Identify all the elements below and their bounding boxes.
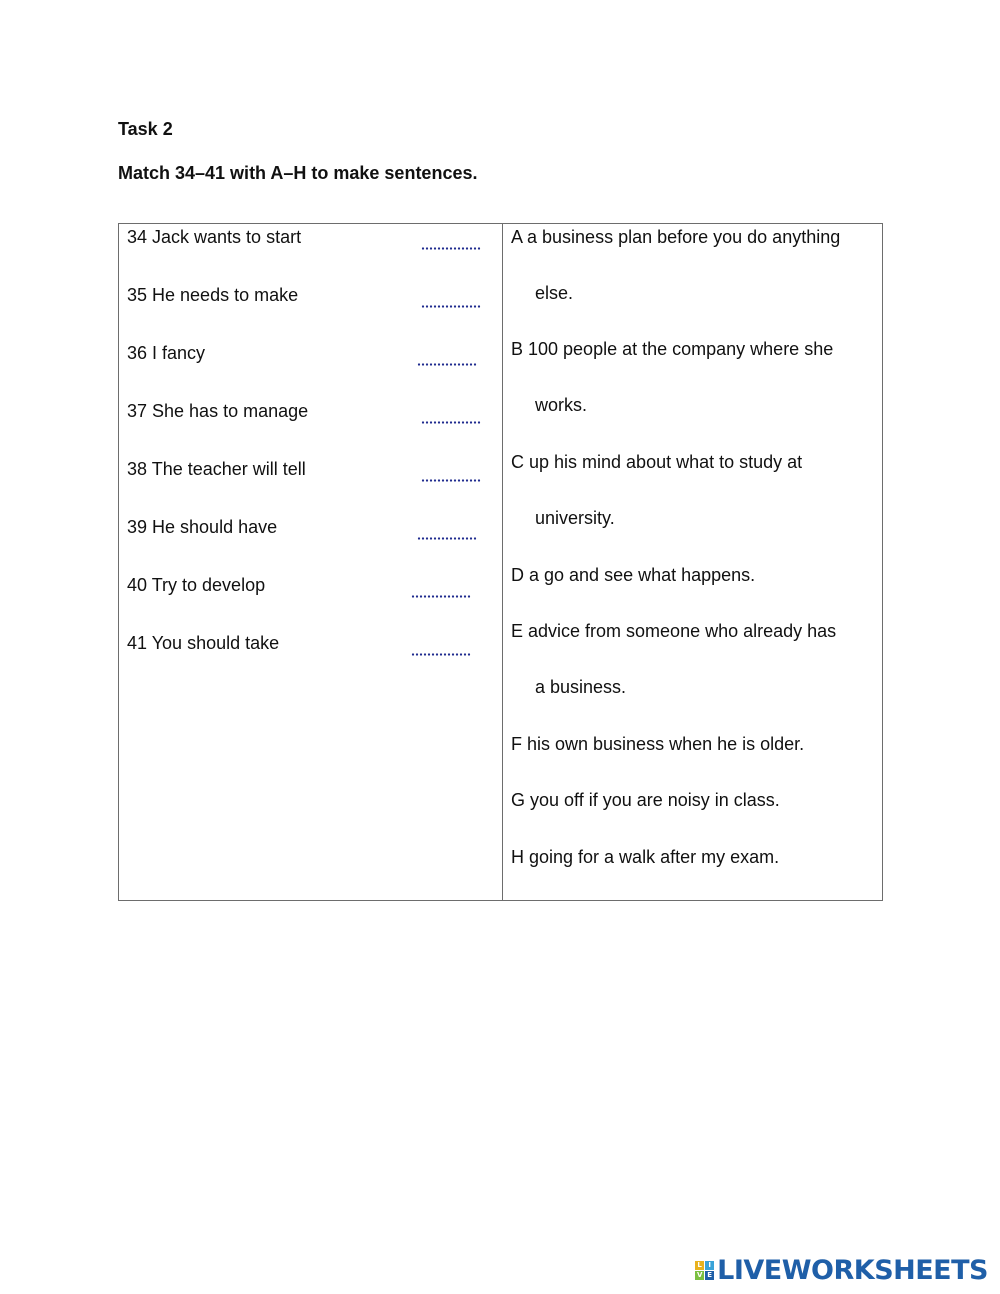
stem-38: 38 The teacher will tell bbox=[127, 459, 306, 479]
answer-blank-41[interactable] bbox=[411, 636, 471, 656]
answer-blank-39[interactable] bbox=[417, 520, 477, 540]
dotted-line bbox=[421, 247, 481, 250]
answer-blank-36[interactable] bbox=[417, 346, 477, 366]
stem-37: 37 She has to manage bbox=[127, 401, 309, 421]
stem-39: 39 He should have bbox=[127, 517, 278, 537]
dotted-line bbox=[417, 537, 477, 540]
option-f bbox=[511, 732, 804, 756]
matching-table bbox=[118, 223, 883, 901]
logo-mark-v: V bbox=[696, 1271, 703, 1279]
option-g bbox=[511, 788, 780, 812]
task-title: Task 2 bbox=[118, 119, 173, 139]
option-e-line1: E advice from someone who already has bbox=[511, 621, 837, 641]
stem-40: 40 Try to develop bbox=[127, 575, 266, 595]
stem-35: 35 He needs to make bbox=[127, 285, 299, 305]
option-b bbox=[511, 337, 834, 415]
option-d bbox=[511, 563, 755, 587]
option-a-line1: A a business plan before you do anything bbox=[511, 227, 841, 247]
dotted-line bbox=[411, 653, 471, 656]
option-a bbox=[511, 225, 841, 303]
stem-41: 41 You should take bbox=[127, 633, 280, 653]
dotted-line bbox=[421, 421, 481, 424]
answer-blank-38[interactable] bbox=[421, 462, 481, 482]
option-e-line2: a business. bbox=[535, 677, 627, 697]
stem-36: 36 I fancy bbox=[127, 343, 206, 363]
option-b-line1: B 100 people at the company where she bbox=[511, 339, 834, 359]
logo-mark-icon bbox=[695, 1261, 714, 1280]
liveworksheets-logo bbox=[695, 1255, 988, 1286]
option-a-line2: else. bbox=[535, 283, 574, 303]
answer-blank-34[interactable] bbox=[421, 230, 481, 250]
option-d-line1: D a go and see what happens. bbox=[511, 565, 756, 585]
dotted-line bbox=[421, 305, 481, 308]
option-g-line1: G you off if you are noisy in class. bbox=[511, 790, 780, 810]
answer-blank-40[interactable] bbox=[411, 578, 471, 598]
option-h-line1: H going for a walk after my exam. bbox=[511, 847, 780, 867]
option-f-line1: F his own business when he is older. bbox=[511, 734, 805, 754]
option-c bbox=[511, 450, 803, 528]
dotted-line bbox=[411, 595, 471, 598]
answer-blank-35[interactable] bbox=[421, 288, 481, 308]
option-c-line2: university. bbox=[535, 508, 615, 528]
option-h bbox=[511, 845, 779, 869]
option-c-line1: C up his mind about what to study at bbox=[511, 452, 803, 472]
logo-mark-i: I bbox=[705, 1261, 714, 1270]
task-instruction: Match 34–41 with A–H to make sentences. bbox=[118, 163, 478, 183]
logo-text: LIVEWORKSHEETS bbox=[717, 1255, 988, 1286]
column-divider bbox=[502, 224, 503, 900]
dotted-line bbox=[421, 479, 481, 482]
answer-blank-37[interactable] bbox=[421, 404, 481, 424]
option-b-line2: works. bbox=[535, 395, 588, 415]
option-e bbox=[511, 619, 837, 697]
stem-34: 34 Jack wants to start bbox=[127, 227, 302, 247]
logo-mark-e: E bbox=[705, 1271, 714, 1280]
logo-mark-l: L bbox=[695, 1261, 704, 1270]
dotted-line bbox=[417, 363, 477, 366]
